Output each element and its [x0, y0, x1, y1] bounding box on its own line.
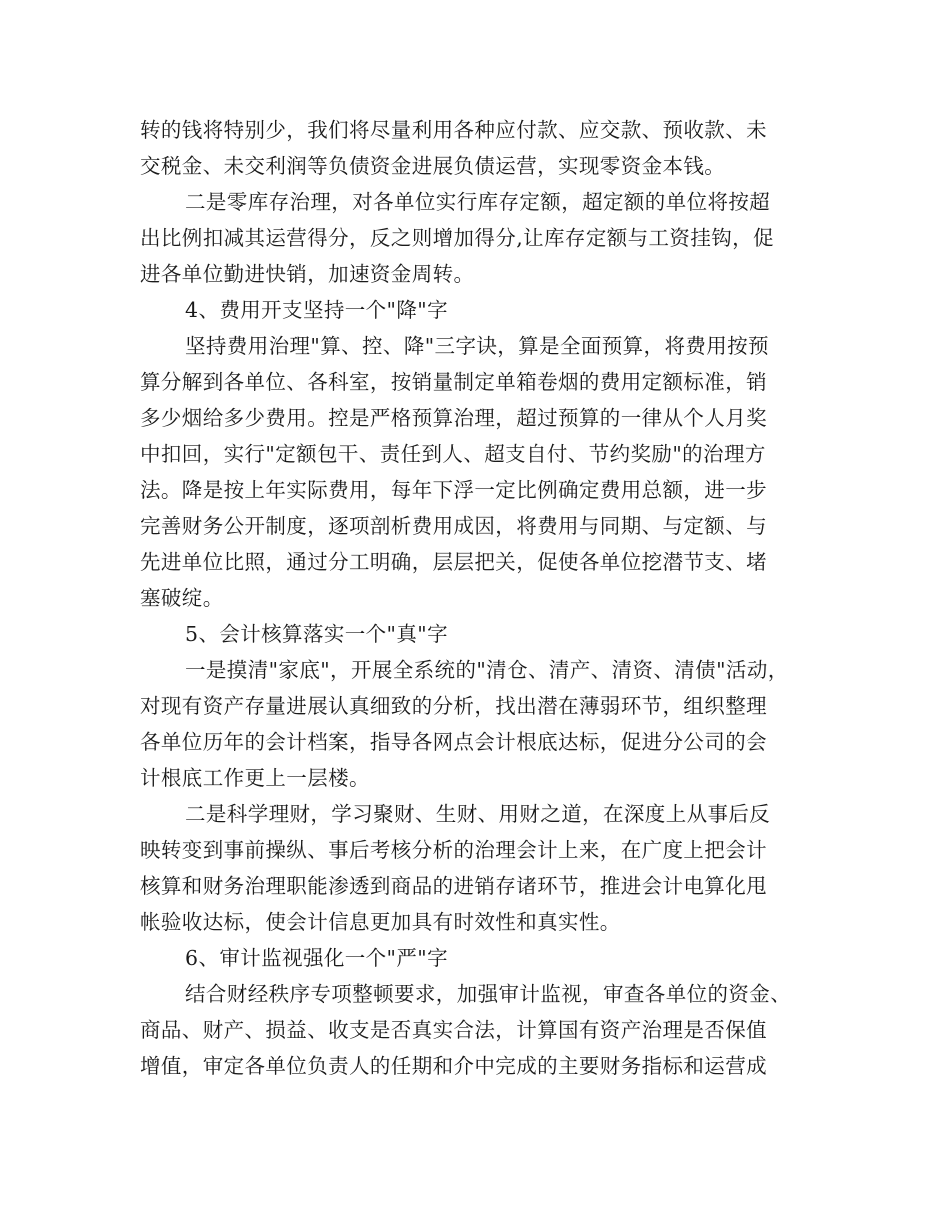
- paragraph-start-line: 二是零库存治理，对各单位实行库存定额，超定额的单位将按超: [185, 190, 771, 214]
- text-line: 交税金、未交利润等负债资金进展负债运营，实现零资金本钱。: [140, 154, 726, 178]
- section-heading: 6、审计监视强化一个"严"字: [185, 946, 449, 970]
- text-line: 塞破绽。: [140, 586, 224, 610]
- text-line: 各单位历年的会计档案，指导各网点会计根底达标，促进分公司的会: [140, 730, 767, 754]
- text-line: 对现有资产存量进展认真细致的分析，找出潜在薄弱环节，组织整理: [140, 694, 767, 718]
- section-heading: 5、会计核算落实一个"真"字: [185, 622, 449, 646]
- text-line: 转的钱将特别少，我们将尽量利用各种应付款、应交款、预收款、未: [140, 118, 767, 142]
- text-line: 中扣回，实行"定额包干、责任到人、超支自付、节约奖励"的治理方: [140, 442, 766, 466]
- text-line: 算分解到各单位、各科室，按销量制定单箱卷烟的费用定额标准，销: [140, 370, 767, 394]
- text-line: 商品、财产、损益、收支是否真实合法，计算国有资产治理是否保值: [140, 1018, 767, 1042]
- paragraph-start-line: 一是摸清"家底"，开展全系统的"清仓、清产、清资、清债"活动，: [185, 658, 789, 682]
- text-line: 法。降是按上年实际费用，每年下浮一定比例确定费用总额，进一步: [140, 478, 767, 502]
- paragraph-start-line: 坚持费用治理"算、控、降"三字诀，算是全面预算，将费用按预: [185, 334, 769, 358]
- text-line: 进各单位勤进快销，加速资金周转。: [140, 262, 475, 286]
- text-line: 计根底工作更上一层楼。: [140, 766, 370, 790]
- text-line: 完善财务公开制度，逐项剖析费用成因，将费用与同期、与定额、与: [140, 514, 767, 538]
- paragraph-start-line: 结合财经秩序专项整顿要求，加强审计监视，审查各单位的资金、: [185, 982, 792, 1006]
- text-line: 多少烟给多少费用。控是严格预算治理，超过预算的一律从个人月奖: [140, 406, 767, 430]
- text-line: 核算和财务治理职能渗透到商品的进销存诸环节，推进会计电算化甩: [140, 874, 767, 898]
- text-line: 映转变到事前操纵、事后考核分析的治理会计上来，在广度上把会计: [140, 838, 767, 862]
- section-heading: 4、费用开支坚持一个"降"字: [185, 298, 449, 322]
- text-line: 增值，审定各单位负责人的任期和介中完成的主要财务指标和运营成: [140, 1054, 767, 1078]
- text-line: 帐验收达标，使会计信息更加具有时效性和真实性。: [140, 910, 621, 934]
- text-line: 先进单位比照，通过分工明确，层层把关，促使各单位挖潜节支、堵: [140, 550, 767, 574]
- paragraph-start-line: 二是科学理财，学习聚财、生财、用财之道，在深度上从事后反: [185, 802, 771, 826]
- text-line: 出比例扣减其运营得分，反之则增加得分,让库存定额与工资挂钩，促: [140, 226, 774, 250]
